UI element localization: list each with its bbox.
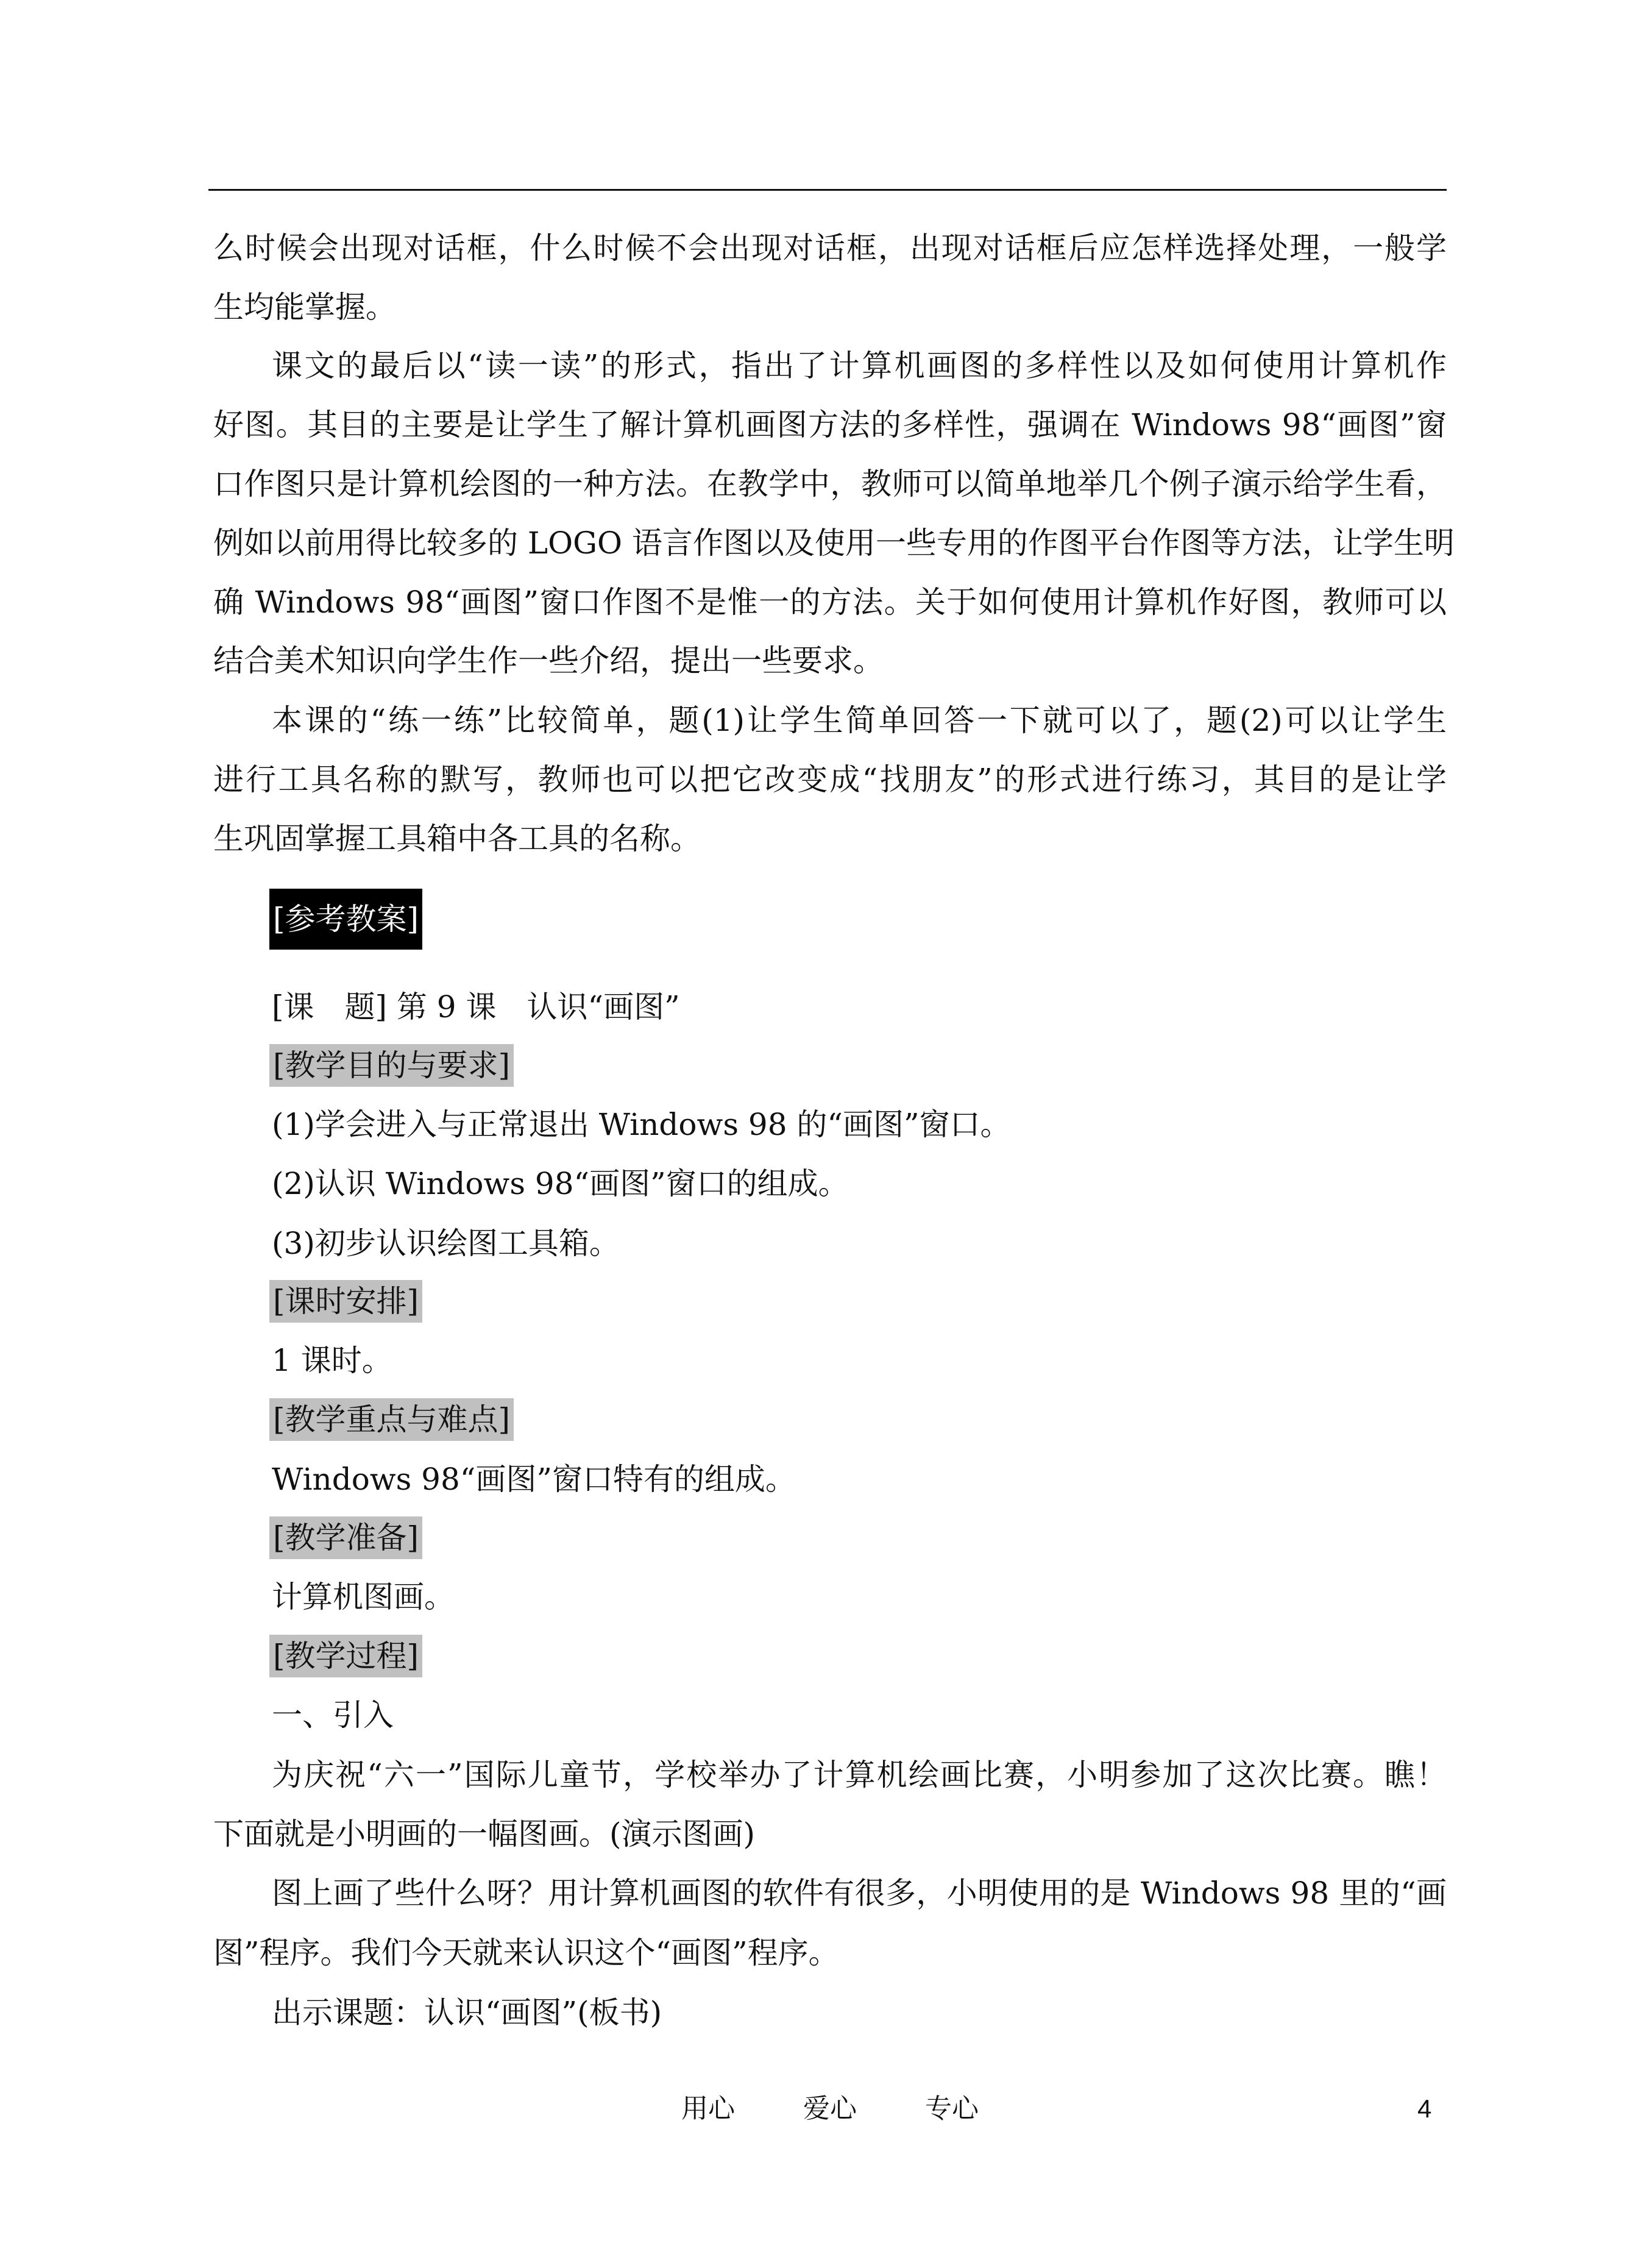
board-line: 出示课题：认识“画图”(板书) — [272, 1995, 662, 2030]
paragraph-line: 为庆祝“六一”国际儿童节，学校举办了计算机绘画比赛，小明参加了这次比赛。瞧！ — [272, 1757, 1447, 1793]
paragraph-line: 结合美术知识向学生作一些介绍，提出一些要求。 — [213, 643, 884, 678]
paragraph-line: 口作图只是计算机绘图的一种方法。在教学中，教师可以简单地举几个例子演示给学生看， — [213, 466, 1447, 502]
paragraph-line: 生巩固掌握工具箱中各工具的名称。 — [213, 821, 701, 856]
paragraph-line: 么时候会出现对话框，什么时候不会出现对话框，出现对话框后应怎样选择处理，一般学 — [213, 230, 1447, 266]
footer-motto: 用心 — [681, 2093, 735, 2124]
header-rule — [208, 189, 1447, 191]
intro-heading: 一、引入 — [272, 1697, 394, 1733]
schedule-text: 1 课时。 — [272, 1343, 392, 1378]
paragraph-line: 例如以前用得比较多的 LOGO 语言作图以及使用一些专用的作图平台作图等方法，让学生明 — [213, 525, 1455, 561]
paragraph-line: 图上画了些什么呀？用计算机画图的软件有很多，小明使用的是 Windows 98 里的“画 — [272, 1875, 1447, 1911]
page-number: 4 — [1417, 2094, 1432, 2123]
paragraph-line: 本课的“练一练”比较简单，题(1)让学生简单回答一下就可以了，题(2)可以让学生 — [272, 703, 1447, 738]
paragraph-line: 课文的最后以“读一读”的形式，指出了计算机画图的多样性以及如何使用计算机作 — [272, 348, 1447, 383]
footer-motto: 爱心 — [803, 2093, 857, 2124]
reference-plan-heading: [参考教案] — [269, 889, 422, 950]
paragraph-line: 进行工具名称的默写，教师也可以把它改变成“找朋友”的形式进行练习，其目的是让学 — [213, 762, 1447, 797]
footer-motto: 专心 — [925, 2093, 979, 2124]
goal-item: (3)初步认识绘图工具箱。 — [272, 1226, 620, 1261]
process-label: [教学过程] — [269, 1635, 422, 1677]
preparation-text: 计算机图画。 — [272, 1579, 455, 1615]
paragraph-line: 下面就是小明画的一幅图画。(演示图画) — [213, 1816, 756, 1852]
goal-item: (2)认识 Windows 98“画图”窗口的组成。 — [272, 1166, 849, 1201]
schedule-label: [课时安排] — [269, 1280, 422, 1323]
focus-label: [教学重点与难点] — [269, 1398, 514, 1441]
paragraph-line: 确 Windows 98“画图”窗口作图不是惟一的方法。关于如何使用计算机作好图，教师可以 — [213, 585, 1447, 620]
lesson-topic: [课 题] 第 9 课 认识“画图” — [272, 989, 680, 1025]
paragraph-line: 图”程序。我们今天就来认识这个“画图”程序。 — [213, 1935, 839, 1971]
preparation-label: [教学准备] — [269, 1516, 422, 1559]
goal-item: (1)学会进入与正常退出 Windows 98 的“画图”窗口。 — [272, 1107, 1011, 1142]
paragraph-line: 生均能掌握。 — [213, 290, 396, 325]
paragraph-line: 好图。其目的主要是让学生了解计算机画图方法的多样性，强调在 Windows 98“画图”窗 — [213, 407, 1447, 443]
focus-text: Windows 98“画图”窗口特有的组成。 — [272, 1462, 796, 1497]
goals-label: [教学目的与要求] — [269, 1044, 514, 1087]
